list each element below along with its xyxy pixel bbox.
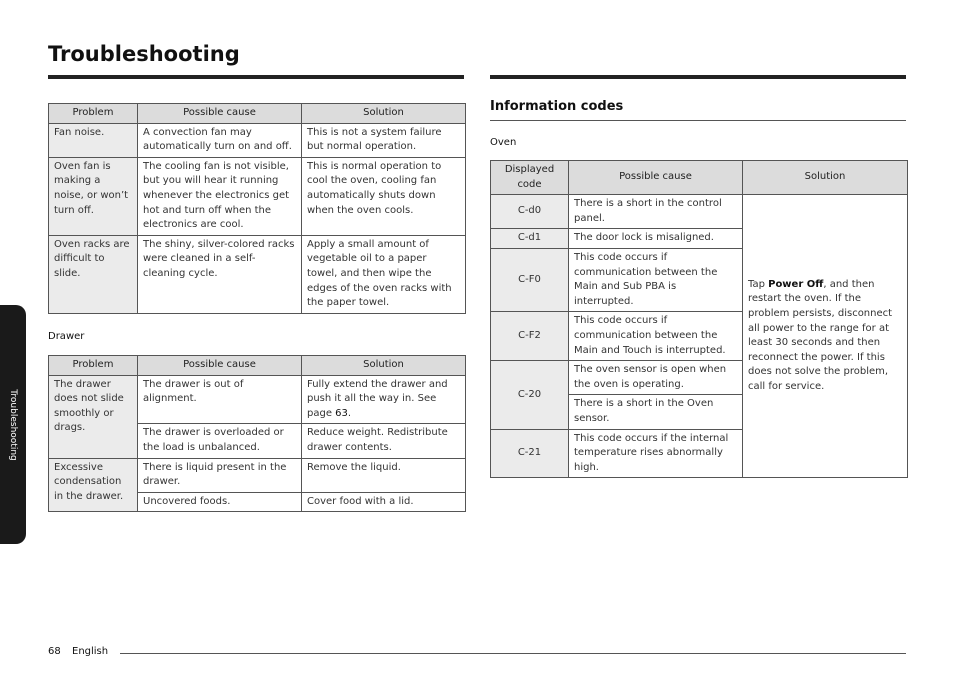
power-off-label: Power Off — [768, 278, 824, 290]
info-codes-heading: Information codes — [490, 99, 624, 114]
code-cell: C-d1 — [491, 229, 569, 249]
table-row — [49, 123, 466, 157]
problem-cell: Fan noise. — [49, 123, 138, 157]
solution-prefix: Tap — [748, 278, 769, 290]
info-codes-rule — [490, 120, 906, 121]
cause-cell: There is a short in the Oven sensor. — [569, 395, 743, 429]
cause-cell: The drawer is out of alignment. — [138, 375, 302, 424]
table-row — [49, 157, 466, 235]
code-cell: C-d0 — [491, 195, 569, 229]
cause-cell: The door lock is misaligned. — [569, 229, 743, 249]
footer-rule — [120, 653, 906, 654]
solution-cell — [302, 375, 466, 424]
table-row — [49, 235, 466, 313]
problem-cell: Excessive condensation in the drawer. — [49, 458, 138, 512]
cause-cell: The oven sensor is open when the oven is operating. — [569, 361, 743, 395]
page-title: Troubleshooting — [48, 42, 240, 66]
drawer-label: Drawer — [48, 331, 85, 342]
solution-cell: This is not a system failure but normal operation. — [302, 123, 466, 157]
problem-cell: The drawer does not slide smoothly or drags. — [49, 375, 138, 458]
solution-cell: This is normal operation to cool the oven, cooling fan automatically shuts down when the oven cools. — [302, 157, 466, 235]
table-row — [49, 375, 466, 424]
drawer-table — [48, 355, 466, 512]
solution-cell: Cover food with a lid. — [302, 492, 466, 512]
title-rule-right — [490, 75, 906, 79]
title-rule-left — [48, 75, 464, 79]
cause-cell: The shiny, silver-colored racks were cleaned in a self-cleaning cycle. — [138, 235, 302, 313]
solution-cell: Reduce weight. Redistribute drawer contents. — [302, 424, 466, 458]
cause-cell: A convection fan may automatically turn on and off. — [138, 123, 302, 157]
problem-cell: Oven racks are difficult to slide. — [49, 235, 138, 313]
solution-text-end: . — [347, 407, 352, 419]
page-link[interactable]: 63 — [335, 407, 348, 419]
code-cell: C-F2 — [491, 312, 569, 361]
troubleshooting-table — [48, 103, 466, 314]
cause-cell: Uncovered foods. — [138, 492, 302, 512]
info-codes-table — [490, 160, 908, 478]
header-cause: Possible cause — [138, 104, 302, 124]
header-solution: Solution — [302, 104, 466, 124]
table-header-row — [491, 161, 908, 195]
solution-cell: Apply a small amount of vegetable oil to a paper towel, and then wipe the edges of the oven racks with the paper towel. — [302, 235, 466, 313]
header-code: Displayed code — [491, 161, 569, 195]
side-tab-label: Troubleshooting — [8, 389, 18, 461]
table-header-row — [49, 104, 466, 124]
cause-cell: The cooling fan is not visible, but you will hear it running whenever the electronics get hot and turn off when the electronics are cool. — [138, 157, 302, 235]
cause-cell: This code occurs if the internal temperature rises abnormally high. — [569, 429, 743, 478]
solution-cell: Remove the liquid. — [302, 458, 466, 492]
problem-cell: Oven fan is making a noise, or won’t turn off. — [49, 157, 138, 235]
footer-language: English — [72, 646, 109, 657]
header-problem: Problem — [49, 356, 138, 376]
cause-cell: This code occurs if communication between the Main and Touch is interrupted. — [569, 312, 743, 361]
cause-cell: This code occurs if communication between the Main and Sub PBA is interrupted. — [569, 248, 743, 311]
header-solution: Solution — [743, 161, 908, 195]
cause-cell: The drawer is overloaded or the load is unbalanced. — [138, 424, 302, 458]
header-problem: Problem — [49, 104, 138, 124]
table-header-row — [49, 356, 466, 376]
side-tab — [0, 305, 26, 544]
header-solution: Solution — [302, 356, 466, 376]
solution-suffix: , and then restart the oven. If the problem persists, disconnect all power to the range for at least 30 seconds and then reconnect the power. If this does not solve the problem, call for service. — [748, 278, 893, 393]
codes-solution-cell — [743, 195, 908, 478]
solution-text: Fully extend the drawer and push it all the way in. See page — [307, 378, 448, 419]
page-number: 68 — [48, 646, 61, 657]
cause-cell: There is a short in the control panel. — [569, 195, 743, 229]
header-cause: Possible cause — [569, 161, 743, 195]
code-cell: C-21 — [491, 429, 569, 478]
oven-label: Oven — [490, 137, 517, 148]
table-row — [49, 458, 466, 492]
table-row — [491, 195, 908, 229]
code-cell: C-F0 — [491, 248, 569, 311]
code-cell: C-20 — [491, 361, 569, 429]
header-cause: Possible cause — [138, 356, 302, 376]
cause-cell: There is liquid present in the drawer. — [138, 458, 302, 492]
